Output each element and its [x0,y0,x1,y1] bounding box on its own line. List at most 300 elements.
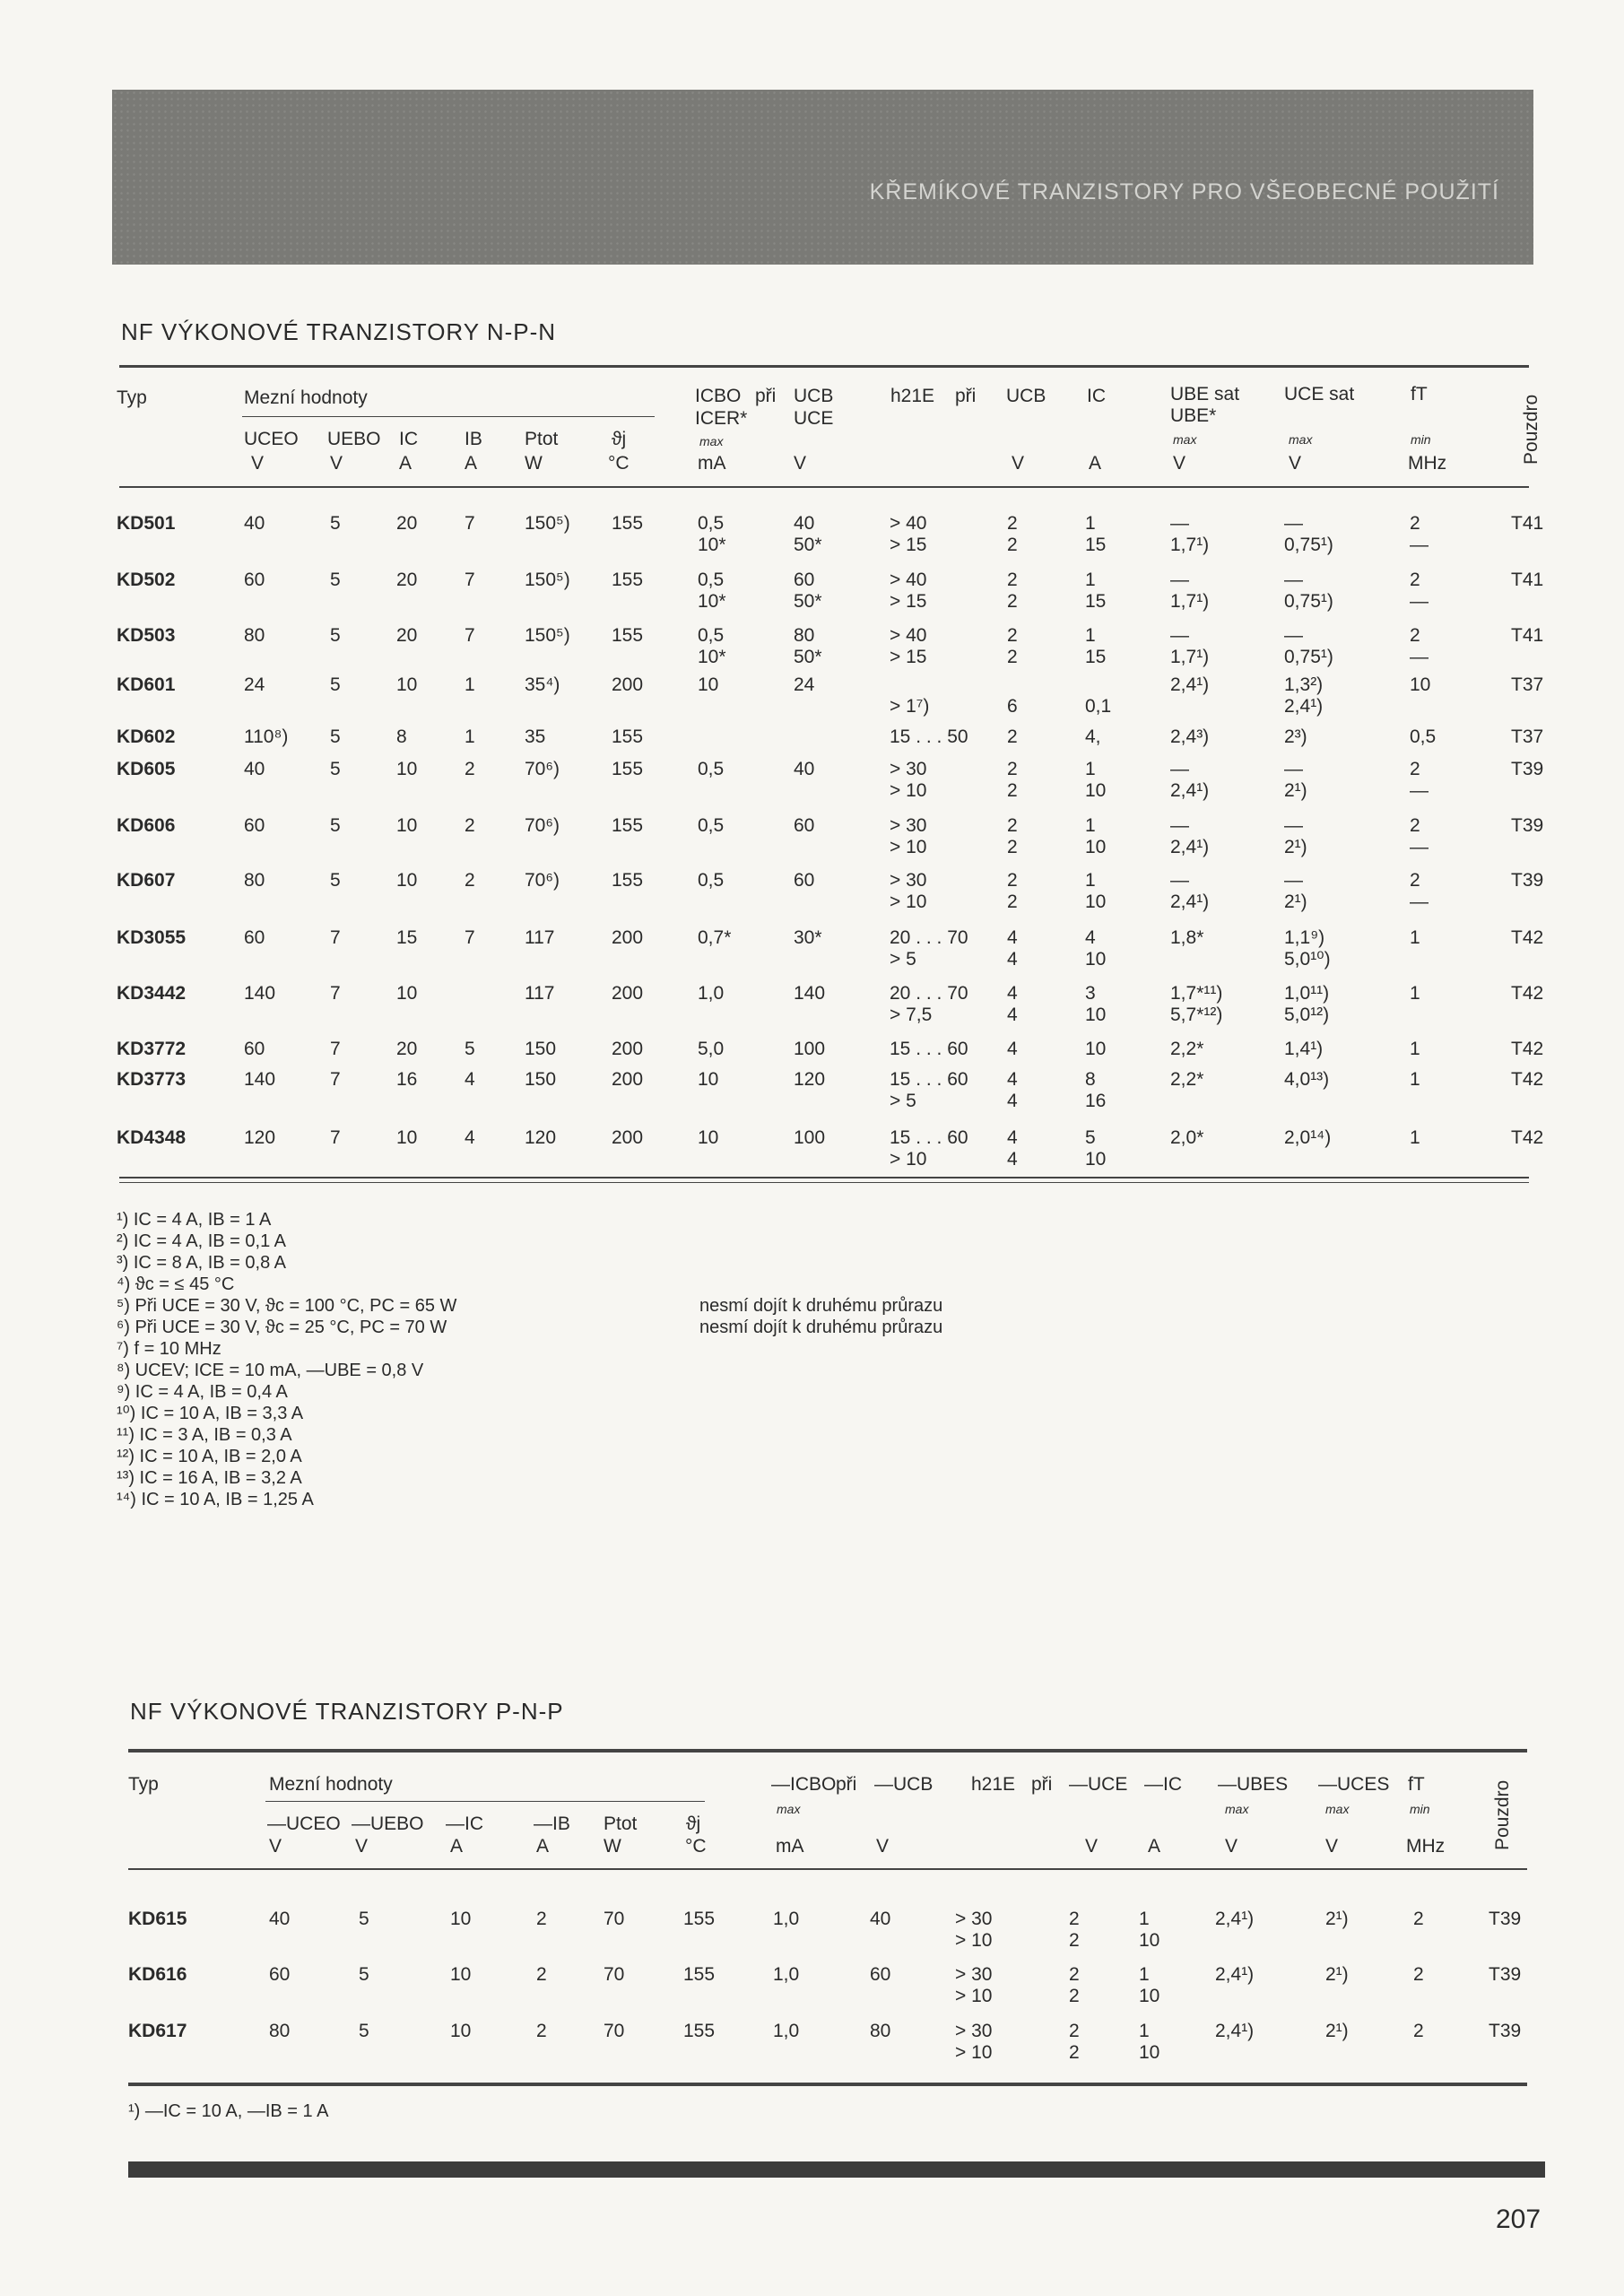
pnp-cell-ucb: 60 [870,1964,891,1985]
npn-cell-hic2: 0,1 [1085,696,1112,717]
npn-cell-typ: KD606 [117,815,176,836]
pnp-unit-uceo: V [269,1836,282,1857]
npn-cell-ic: 8 [396,726,407,747]
npn-cell-ft: 2 [1410,513,1420,534]
npn-cell-ptot: 70⁶) [525,759,560,779]
npn-cell-ube2: 2,4¹) [1170,891,1210,912]
npn-cell-ic: 15 [396,927,418,948]
npn-footnote: ¹²) IC = 10 A, IB = 2,0 A [117,1447,302,1466]
npn-cell-hu2: 6 [1007,696,1018,717]
npn-cell-uebo: 7 [330,1127,341,1148]
npn-cell-ib: 1 [465,726,475,747]
npn-cell-thj: 200 [612,674,644,695]
npn-cell-uce: — [1284,870,1303,891]
npn-cell-uce: 2,0¹⁴) [1284,1127,1332,1148]
npn-unit-ube: V [1173,453,1186,474]
npn-cell-uebo: 7 [330,1039,341,1059]
npn-cell-h2: > 15 [890,591,927,612]
npn-cell-hic2: 15 [1085,591,1107,612]
npn-cell-ube2: 5,7*¹²) [1170,1004,1223,1025]
npn-cell-hic2: 10 [1085,949,1107,970]
npn-cell-ptot: 70⁶) [525,815,560,836]
npn-cell-icbo: 10 [698,1127,719,1148]
pnp-cell-uces: 2¹) [1325,1964,1349,1985]
npn-cell-ib: 5 [465,1039,475,1059]
npn-cell-ft: 2 [1410,625,1420,646]
npn-cell-uceo: 60 [244,570,265,590]
npn-cell-ic: 10 [396,759,418,779]
npn-cell-pz: T42 [1511,983,1544,1004]
pnp-hdr-ptot: Ptot [604,1813,638,1834]
pnp-top-rule [128,1749,1527,1752]
pnp-cell-h2: > 10 [955,2042,993,2063]
npn-hdr-uce: UCE [794,408,834,429]
npn-cell-icbo: 0,5 [698,513,725,534]
npn-unit-uebo: V [330,453,343,474]
npn-cell-ib: 2 [465,815,475,836]
npn-cell-ic: 16 [396,1069,418,1090]
npn-cell-icbo2: 10* [698,647,726,667]
npn-cell-h: 15 . . . 60 [890,1127,968,1148]
pnp-unit-ubes: V [1225,1836,1238,1857]
pnp-cell-ib: 2 [536,1964,547,1985]
npn-cell-ptot: 120 [525,1127,557,1148]
npn-cell-ic: 10 [396,870,418,891]
pnp-cell-h: > 30 [955,2021,993,2041]
pnp-cell-pz: T39 [1489,1909,1522,1929]
npn-unit-ptot: W [525,453,543,474]
npn-cell-ib: 2 [465,759,475,779]
npn-cell-icbo: 5,0 [698,1039,725,1059]
npn-footnote: ¹⁰) IC = 10 A, IB = 3,3 A [117,1404,304,1423]
pnp-hdr-max2: max [1225,1802,1249,1816]
npn-cell-h2: > 10 [890,891,927,912]
npn-cell-thj: 200 [612,1127,644,1148]
npn-cell-ft: 10 [1410,674,1431,695]
npn-hdr-ic: IC [399,429,418,449]
npn-cell-ptot: 150⁵) [525,570,570,590]
npn-cell-h: > 40 [890,625,927,646]
npn-cell-ube: — [1170,870,1189,891]
pnp-footnote: ¹) —IC = 10 A, —IB = 1 A [128,2101,329,2121]
npn-footnote: ³) IC = 8 A, IB = 0,8 A [117,1253,286,1273]
npn-cell-icbo: 0,5 [698,815,725,836]
npn-footnote: ⁹) IC = 4 A, IB = 0,4 A [117,1382,288,1402]
npn-cell-ib: 7 [465,927,475,948]
pnp-cell-typ: KD617 [128,2021,187,2041]
npn-cell-thj: 155 [612,570,644,590]
npn-cell-uce: — [1284,570,1303,590]
npn-cell-uebo: 5 [330,570,341,590]
pnp-cell-pz: T39 [1489,2021,1522,2041]
npn-cell-typ: KD4348 [117,1127,187,1148]
pnp-unit-ib: A [536,1836,550,1857]
npn-cell-uce2: 0,75¹) [1284,535,1333,555]
npn-footnote: ¹⁴) IC = 10 A, IB = 1,25 A [117,1490,314,1509]
pnp-cell-uces: 2¹) [1325,1909,1349,1929]
npn-cell-typ: KD502 [117,570,176,590]
npn-cell-uceo: 120 [244,1127,276,1148]
pnp-cell-i2: 10 [1139,1986,1160,2006]
npn-cell-ic: 10 [396,815,418,836]
npn-cell-icbo: 1,0 [698,983,725,1004]
npn-footnote: ²) IC = 4 A, IB = 0,1 A [117,1231,286,1251]
pnp-hdr-pouzdro: Pouzdro [1492,1779,1513,1850]
npn-footnote-note-6: nesmí dojít k druhému průrazu [699,1318,943,1337]
npn-cell-uce2: 5,0¹⁰) [1284,949,1331,970]
npn-cell-uceo: 40 [244,513,265,534]
npn-cell-uceo: 140 [244,1069,276,1090]
npn-cell-hu: 2 [1007,815,1018,836]
npn-hdr-max3: max [1289,432,1313,447]
pnp-hdr-ft: fT [1408,1774,1425,1795]
npn-footnote: ¹) IC = 4 A, IB = 1 A [117,1210,272,1230]
npn-cell-h2: > 15 [890,535,927,555]
npn-cell-hu2: 2 [1007,535,1018,555]
npn-cell-pz: T41 [1511,513,1544,534]
npn-cell-thj: 200 [612,927,644,948]
npn-cell-thj: 155 [612,625,644,646]
npn-hdr-uce-sat: UCE sat [1284,384,1355,404]
pnp-hdr-ucb: —UCB [874,1774,934,1795]
npn-cell-uce: 1,0¹¹) [1284,983,1330,1004]
npn-cell-ft2: — [1410,647,1429,667]
npn-cell-ucb: 40 [794,759,815,779]
npn-cell-uce2: 0,75¹) [1284,591,1333,612]
npn-cell-uce: 1,3²) [1284,674,1324,695]
pnp-cell-ptot: 70 [604,2021,625,2041]
npn-hdr-ic2: IC [1087,386,1106,406]
npn-hdr-ube-star: UBE* [1170,405,1217,426]
npn-cell-h: 15 . . . 60 [890,1069,968,1090]
npn-cell-hu2: 4 [1007,1149,1018,1170]
npn-cell-ft: 2 [1410,570,1420,590]
npn-cell-hic: 1 [1085,870,1096,891]
npn-cell-ucb: 60 [794,815,815,836]
npn-hdr-ucb: UCB [794,386,834,406]
npn-cell-uce: — [1284,759,1303,779]
npn-cell-ib: 7 [465,513,475,534]
npn-cell-ucb: 140 [794,983,826,1004]
npn-cell-ucb: 40 [794,513,815,534]
npn-cell-typ: KD602 [117,726,176,747]
npn-hdr-pri: při [755,386,777,406]
npn-cell-ucb2: 50* [794,647,822,667]
npn-cell-hic: 8 [1085,1069,1096,1090]
npn-cell-uebo: 5 [330,513,341,534]
pnp-cell-ubes: 2,4¹) [1215,1909,1255,1929]
npn-cell-ube: 2,4¹) [1170,674,1210,695]
npn-cell-typ: KD3773 [117,1069,187,1090]
npn-cell-hu2: 2 [1007,780,1018,801]
npn-cell-hu2: 2 [1007,891,1018,912]
npn-cell-uceo: 60 [244,1039,265,1059]
npn-hdr-uceo: UCEO [244,429,299,449]
npn-unit-uceo: V [251,453,265,474]
npn-cell-h2: > 5 [890,949,916,970]
pnp-cell-u2: 2 [1069,1930,1080,1951]
npn-hdr-ube-sat: UBE sat [1170,384,1240,404]
npn-cell-ft: 2 [1410,815,1420,836]
npn-cell-ube: 1,7*¹¹) [1170,983,1223,1004]
npn-cell-hu: 2 [1007,570,1018,590]
npn-cell-ic: 10 [396,983,418,1004]
pnp-cell-u: 2 [1069,1909,1080,1929]
npn-cell-hu: 2 [1007,870,1018,891]
npn-cell-thj: 155 [612,513,644,534]
npn-hdr-max2: max [1173,432,1197,447]
npn-cell-hic2: 16 [1085,1091,1107,1111]
pnp-unit-u: V [1085,1836,1099,1857]
npn-cell-ft2: — [1410,891,1429,912]
pnp-cell-i: 1 [1139,2021,1150,2041]
npn-cell-hu2: 2 [1007,647,1018,667]
npn-hdr-thj: ϑj [612,429,627,449]
npn-cell-uce: — [1284,625,1303,646]
npn-cell-thj: 155 [612,759,644,779]
npn-unit-hu: V [1012,453,1025,474]
pnp-unit-i: A [1148,1836,1161,1857]
npn-cell-ft: 0,5 [1410,726,1437,747]
npn-cell-ic: 20 [396,570,418,590]
pnp-hdr-icbo: —ICBO [771,1774,837,1795]
npn-cell-ucb: 80 [794,625,815,646]
npn-footnote: ⁸) UCEV; ICE = 10 mA, —UBE = 0,8 V [117,1361,424,1380]
pnp-cell-uceo: 40 [269,1909,291,1929]
npn-cell-ube: — [1170,759,1189,779]
pnp-cell-icbo: 1,0 [773,1964,800,1985]
npn-cell-ib: 7 [465,625,475,646]
pnp-cell-i: 1 [1139,1964,1150,1985]
pnp-hdr-ubes: —UBES [1218,1774,1289,1795]
pnp-unit-ucb: V [876,1836,890,1857]
npn-cell-hu2: 2 [1007,591,1018,612]
pnp-unit-ma: mA [776,1836,804,1857]
pnp-cell-ib: 2 [536,1909,547,1929]
npn-cell-uceo: 24 [244,674,265,695]
npn-cell-hic: 1 [1085,815,1096,836]
npn-cell-ib: 2 [465,870,475,891]
npn-cell-h2: > 5 [890,1091,916,1111]
npn-cell-hic: 1 [1085,513,1096,534]
npn-top-rule [119,365,1529,368]
pnp-cell-thj: 155 [683,2021,716,2041]
npn-cell-hic: 1 [1085,759,1096,779]
pnp-hdr-pri: při [836,1774,857,1795]
npn-cell-uce: 2³) [1284,726,1307,747]
npn-hdr-typ: Typ [117,387,147,408]
pnp-cell-uebo: 5 [359,1909,369,1929]
npn-bottom-rule-thin [119,1182,1529,1183]
npn-cell-pz: T42 [1511,1069,1544,1090]
npn-cell-hu: 2 [1007,513,1018,534]
npn-cell-ucb: 60 [794,570,815,590]
npn-cell-uceo: 80 [244,870,265,891]
npn-cell-h: 20 . . . 70 [890,927,968,948]
pnp-cell-typ: KD615 [128,1909,187,1929]
npn-cell-ib: 1 [465,674,475,695]
npn-cell-pz: T42 [1511,927,1544,948]
pnp-unit-thj: °C [685,1836,707,1857]
npn-cell-hu2: 2 [1007,837,1018,857]
npn-unit-ucb: V [794,453,807,474]
npn-cell-hic: 4 [1085,927,1096,948]
npn-hdr-ucb2: UCB [1006,386,1046,406]
npn-cell-uce: — [1284,513,1303,534]
npn-cell-pz: T37 [1511,726,1544,747]
pnp-hdr-h21e: h21E [971,1774,1016,1795]
npn-cell-h2: > 15 [890,647,927,667]
npn-cell-ube2: 2,4¹) [1170,837,1210,857]
pnp-unit-ptot: W [604,1836,621,1857]
pnp-cell-i: 1 [1139,1909,1150,1929]
npn-cell-uebo: 7 [330,927,341,948]
npn-cell-ube2: 2,4¹) [1170,780,1210,801]
npn-cell-ib: 7 [465,570,475,590]
pnp-cell-h: > 30 [955,1964,993,1985]
npn-cell-h2: > 7,5 [890,1004,933,1025]
pnp-unit-ic: A [450,1836,464,1857]
npn-cell-ube: — [1170,570,1189,590]
npn-cell-thj: 155 [612,870,644,891]
npn-hdr-mezni: Mezní hodnoty [244,387,368,408]
npn-cell-ft2: — [1410,591,1429,612]
npn-cell-ube: 2,0* [1170,1127,1204,1148]
npn-hdr-ib: IB [465,429,482,449]
npn-footnote: ⁴) ϑc = ≤ 45 °C [117,1274,235,1294]
npn-cell-ube: — [1170,815,1189,836]
npn-cell-ube2: 1,7¹) [1170,647,1210,667]
npn-cell-pz: T39 [1511,815,1544,836]
npn-cell-uce2: 2¹) [1284,780,1307,801]
pnp-cell-icbo: 1,0 [773,2021,800,2041]
npn-footnote: ⁷) f = 10 MHz [117,1339,221,1359]
pnp-cell-uceo: 80 [269,2021,291,2041]
npn-unit-ma: mA [698,453,726,474]
npn-cell-typ: KD3055 [117,927,187,948]
pnp-cell-thj: 155 [683,1964,716,1985]
npn-cell-ube: 2,2* [1170,1039,1204,1059]
npn-hdr-ptot: Ptot [525,429,559,449]
npn-cell-uce: 1,4¹) [1284,1039,1324,1059]
npn-cell-ucb: 60 [794,870,815,891]
pnp-hdr-uceo: —UCEO [267,1813,341,1834]
pnp-cell-ubes: 2,4¹) [1215,1964,1255,1985]
npn-hdr-h21e: h21E [890,386,935,406]
pnp-cell-ic: 10 [450,2021,472,2041]
pnp-bottom-rule [128,2083,1527,2086]
npn-unit-ib: A [465,453,478,474]
npn-cell-ptot: 150 [525,1069,557,1090]
npn-cell-ucb: 100 [794,1127,826,1148]
npn-cell-uceo: 140 [244,983,276,1004]
npn-cell-hu2: 4 [1007,1004,1018,1025]
pnp-section-title: NF VÝKONOVÉ TRANZISTORY P-N-P [130,1698,564,1725]
npn-cell-hu2: 4 [1007,949,1018,970]
pnp-cell-i2: 10 [1139,1930,1160,1951]
npn-cell-ft2: — [1410,780,1429,801]
npn-cell-uceo: 60 [244,927,265,948]
npn-cell-h: 15 . . . 60 [890,1039,968,1059]
npn-hdr-ft: fT [1411,384,1428,404]
npn-footnote-note-5: nesmí dojít k druhému průrazu [699,1296,943,1316]
npn-cell-hic2: 10 [1085,891,1107,912]
npn-cell-h: 15 . . . 50 [890,726,968,747]
npn-cell-hic2: 10 [1085,1004,1107,1025]
npn-cell-icbo: 10 [698,674,719,695]
pnp-cell-u2: 2 [1069,2042,1080,2063]
pnp-hdr-max1: max [777,1802,801,1816]
npn-cell-ft: 2 [1410,759,1420,779]
pnp-cell-ptot: 70 [604,1964,625,1985]
npn-cell-typ: KD607 [117,870,176,891]
pnp-cell-ic: 10 [450,1964,472,1985]
npn-cell-typ: KD3442 [117,983,187,1004]
npn-cell-hu2: 4 [1007,1091,1018,1111]
npn-cell-hic2: 15 [1085,535,1107,555]
pnp-hdr-ic: —IC [446,1813,483,1834]
npn-cell-uebo: 7 [330,1069,341,1090]
npn-cell-ic: 20 [396,513,418,534]
npn-hdr-max1: max [699,434,724,448]
npn-cell-hu: 4 [1007,1127,1018,1148]
npn-cell-ptot: 70⁶) [525,870,560,891]
npn-cell-h: > 30 [890,815,927,836]
npn-hdr-pouzdro: Pouzdro [1521,394,1541,465]
pnp-cell-ucb: 40 [870,1909,891,1929]
npn-bottom-rule [119,1177,1529,1178]
pnp-unit-mhz: MHz [1406,1836,1446,1857]
pnp-cell-ib: 2 [536,2021,547,2041]
npn-cell-typ: KD601 [117,674,176,695]
npn-hdr-icer: ICER* [695,408,748,429]
npn-cell-hic2: 10 [1085,1149,1107,1170]
npn-cell-uebo: 5 [330,726,341,747]
npn-footnote: ¹¹) IC = 3 A, IB = 0,3 A [117,1425,292,1445]
pnp-hdr-max3: max [1325,1802,1350,1816]
header-banner [112,90,1533,265]
pnp-cell-uebo: 5 [359,2021,369,2041]
pnp-cell-ft: 2 [1413,2021,1424,2041]
npn-cell-ucb: 120 [794,1069,826,1090]
npn-cell-typ: KD605 [117,759,176,779]
npn-footnote: ⁶) Při UCE = 30 V, ϑc = 25 °C, PC = 70 W [117,1318,447,1337]
npn-cell-ucb2: 50* [794,591,822,612]
npn-cell-uce2: 2¹) [1284,837,1307,857]
npn-footnote: ⁵) Při UCE = 30 V, ϑc = 100 °C, PC = 65 W [117,1296,457,1316]
pnp-hdr-uce: —UCE [1069,1774,1128,1795]
npn-cell-uebo: 5 [330,674,341,695]
npn-unit-mhz: MHz [1408,453,1447,474]
npn-cell-typ: KD3772 [117,1039,187,1059]
npn-cell-ucb: 30* [794,927,822,948]
pnp-cell-ptot: 70 [604,1909,625,1929]
npn-cell-ft: 1 [1410,983,1420,1004]
npn-cell-ft: 1 [1410,1069,1420,1090]
npn-cell-uebo: 5 [330,870,341,891]
npn-limits-rule [242,416,655,417]
npn-cell-ube: 1,8* [1170,927,1204,948]
npn-cell-ucb2: 50* [794,535,822,555]
npn-cell-uce2: 0,75¹) [1284,647,1333,667]
pnp-unit-uces: V [1325,1836,1339,1857]
npn-cell-ube: 2,4³) [1170,726,1210,747]
npn-cell-icbo: 0,7* [698,927,732,948]
npn-cell-icbo2: 10* [698,535,726,555]
pnp-hdr-ic2: —IC [1144,1774,1182,1795]
npn-cell-icbo: 0,5 [698,625,725,646]
pnp-cell-pz: T39 [1489,1964,1522,1985]
